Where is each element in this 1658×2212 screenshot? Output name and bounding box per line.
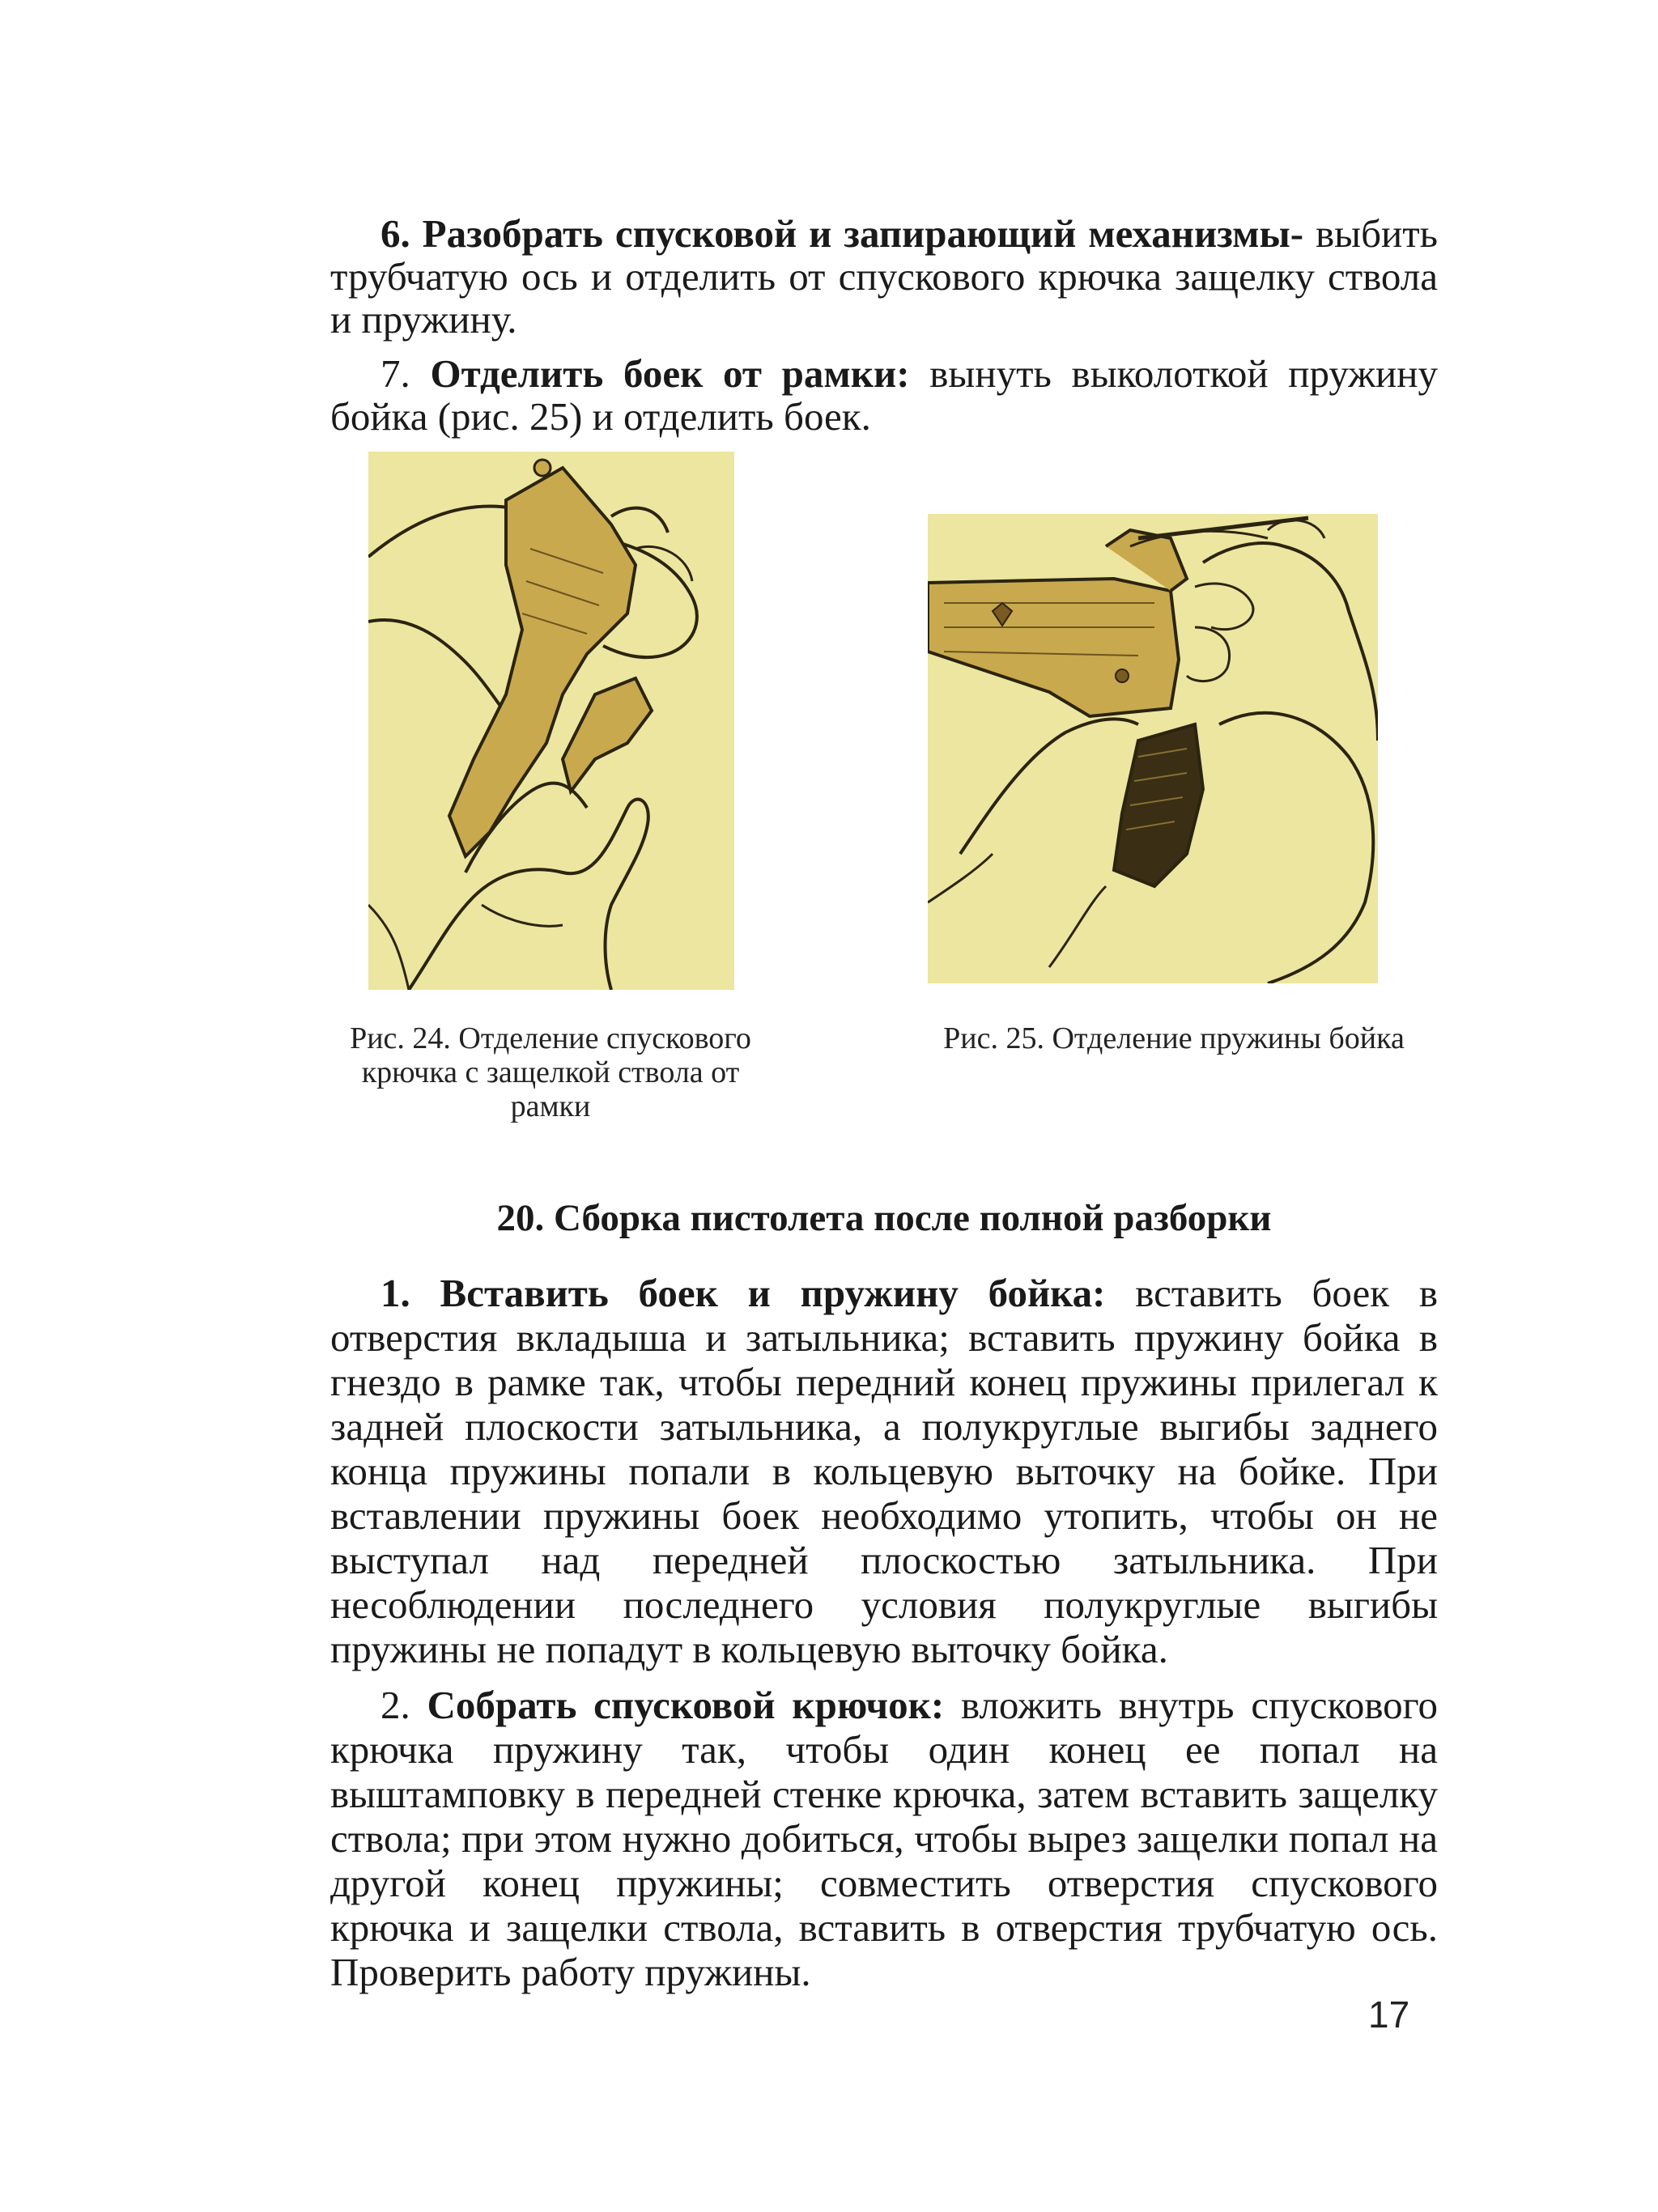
top-text-block	[330, 212, 1438, 438]
assembly-2-number: 2.	[380, 1683, 410, 1727]
figure-24-caption: Рис. 24. Отделение спускового крючка с защелкой ствола от рамки	[350, 1021, 751, 1123]
assembly-1-title: Вставить боек и пружину бойка:	[440, 1271, 1106, 1315]
page-number: 17	[1368, 1993, 1410, 2036]
paragraph-assembly-1	[330, 1271, 1438, 1671]
bottom-text-block	[330, 1271, 1438, 1994]
figure-25-illustration	[928, 514, 1378, 983]
step-7-title: Отделить боек от рамки:	[430, 351, 910, 396]
paragraph-step-7	[330, 352, 1438, 438]
paragraph-step-6	[330, 212, 1438, 341]
assembly-1-text: вставить боек в отверстия вкладыша и затыльника; вставить пружину бойка в гнездо в рамке так, чтобы передний конец пружины прилегал к задней плоскости затыльника, а полукруглые выгибы заднего конца пружины попали в кольцевую выточку на бойке. При вставлении пружины боек необходимо утопить, чтобы он не выступал над передней плоскостью затыльника. При несоблюдении последнего условия полукруглые выгибы пружины не попадут в кольцевую выточку бойка.	[330, 1271, 1438, 1671]
step-6-number: 6.	[380, 211, 410, 256]
step-7-text: вынуть выколоткой пружину бойка (рис. 25) и отделить боек.	[330, 351, 1438, 439]
hands-trigger-drawing	[368, 452, 734, 990]
paragraph-assembly-2	[330, 1683, 1438, 1994]
assembly-2-title: Собрать спусковой крючок:	[427, 1683, 945, 1727]
step-6-title: Разобрать спусковой и запирающий механизмы-	[422, 211, 1304, 256]
hands-spring-drawing	[928, 514, 1378, 983]
figure-25-caption: Рис. 25. Отделение пружины бойка	[943, 1021, 1405, 1055]
step-7-number: 7.	[380, 351, 410, 396]
assembly-2-text: вложить внутрь спускового крючка пружину так, чтобы один конец ее попал на выштамповку в передней стенке крючка, затем вставить защелку ствола; при этом нужно добиться, чтобы вырез защелки попал на другой конец пружины; совместить отверстия спускового крючка и защелки ствола, вставить в отверстия трубчатую ось. Проверить работу пружины.	[330, 1683, 1439, 1994]
figure-24-illustration	[368, 452, 734, 990]
assembly-1-number: 1.	[380, 1271, 410, 1315]
section-heading: 20. Сборка пистолета после полной разборки	[496, 1197, 1272, 1239]
step-6-text: выбить трубчатую ось и отделить от спускового крючка защелку ствола и пружину.	[330, 211, 1438, 342]
